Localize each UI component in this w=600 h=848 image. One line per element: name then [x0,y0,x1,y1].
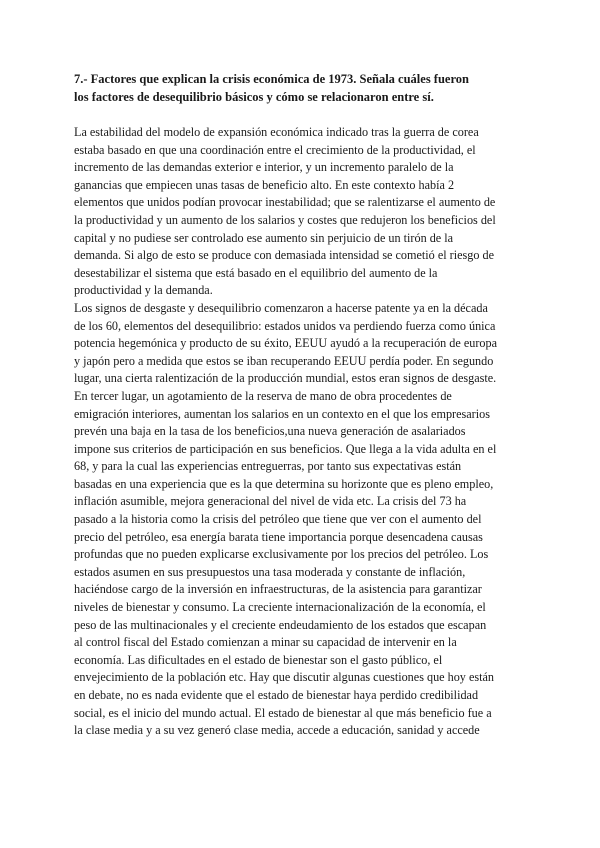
question-heading [74,70,544,106]
body-line: incremento de las demandas exterior e interior, y un incremento paralelo de la [74,160,454,175]
body-line: capital y no pudiese ser controlado ese aumento sin perjuicio de un tirón de la [74,230,454,245]
body-line: demanda. Si algo de esto se produce con demasiada intensidad se cometió el riesgo de [74,248,494,263]
body-line: desestabilizar el sistema que está basado en el equilibrio del aumento de la [74,265,438,280]
body-line: 68, y para la cual las experiencias entreguerras, por tanto sus expectativas están [74,459,462,474]
body-line: pasado a la historia como la crisis del petróleo que tiene que ver con el aumento del [74,512,482,527]
body-line: haciéndose cargo de la inversión en infraestructuras, de la asistencia para garantizar [74,582,482,597]
body-line: envejecimiento de la población etc. Hay que discutir algunas cuestiones que hoy están [74,670,494,685]
body-line: emigración interiores, aumentan los salarios en un contexto en el que los empresarios [74,406,490,421]
body-line: niveles de bienestar y consumo. La creciente internacionalización de la economía, el [74,600,486,615]
body-line: peso de las multinacionales y el creciente endeudamiento de los estados que escapan [74,617,487,632]
body-line: elementos que unidos podían provocar inestabilidad; que se ralentizarse el aumento de [74,195,496,210]
body-line: Los signos de desgaste y desequilibrio comenzaron a hacerse patente ya en la década [74,300,488,315]
body-line: potencia hegemónica y producto de su éxito, EEUU ayudó a la recuperación de europa [74,336,498,351]
body-line: en debate, no es nada evidente que el estado de bienestar haya perdido credibilidad [74,688,479,702]
body-line: lugar, una cierta ralentización de la producción mundial, estos eran signos de desgaste. [74,371,497,386]
body-line: En tercer lugar, un agotamiento de la reserva de mano de obra procedentes de [74,388,452,403]
body-line: y japón pero a medida que estos se iban recuperando EEUU perdía poder. En segundo [74,353,494,368]
body-line: economía. Las dificultades en el estado de bienestar son el gasto público, el [74,652,443,667]
body-line: productividad y la demanda. [74,283,213,298]
body-line: social, es el inicio del mundo actual. El estado de bienestar al que más beneficio fue a [74,705,492,720]
body-line: La estabilidad del modelo de expansión económica indicado tras la guerra de corea [74,125,479,139]
body-line: estados asumen en sus presupuestos una tasa moderada y constante de inflación, [74,564,466,579]
body-line: prevén una baja en la tasa de los beneficios,una nueva generación de asalariados [74,424,466,439]
body-line: ganancias que empiecen unas tasas de beneficio alto. En este contexto había 2 [74,177,455,192]
body-line: profundas que no pueden explicarse exclusivamente por los precios del petróleo. Los [74,547,489,562]
body-line: basadas en una experiencia que es la que determina su horizonte que es pleno empleo, [74,476,494,491]
body-line: la productividad y un aumento de los salarios y costes que redujeron los beneficios del [74,212,496,227]
heading-line: 7.- Factores que explican la crisis económica de 1973. Señala cuáles fueron [74,72,469,86]
body-line: inflación asumible, mejora generacional del nivel de vida etc. La crisis del 73 ha [74,494,467,509]
body-line: la clase media y a su vez generó clase media, accede a educación, sanidad y accede [74,723,480,738]
answer-body [74,124,544,740]
body-line: estaba basado en que una coordinación entre el crecimiento de la productividad, el [74,142,476,157]
body-line: impone sus criterios de participación en sus beneficios. Que llega a la vida adulta en el [74,441,497,456]
heading-line: los factores de desequilibrio básicos y cómo se relacionaron entre sí. [74,90,434,104]
body-line: de los 60, elementos del desequilibrio: estados unidos va perdiendo fuerza como única [74,318,496,333]
body-line: al control fiscal del Estado comienzan a minar su capacidad de intervenir en la [74,635,457,650]
body-line: precio del petróleo, esa energía barata tiene importancia porque desencadena causas [74,529,483,544]
